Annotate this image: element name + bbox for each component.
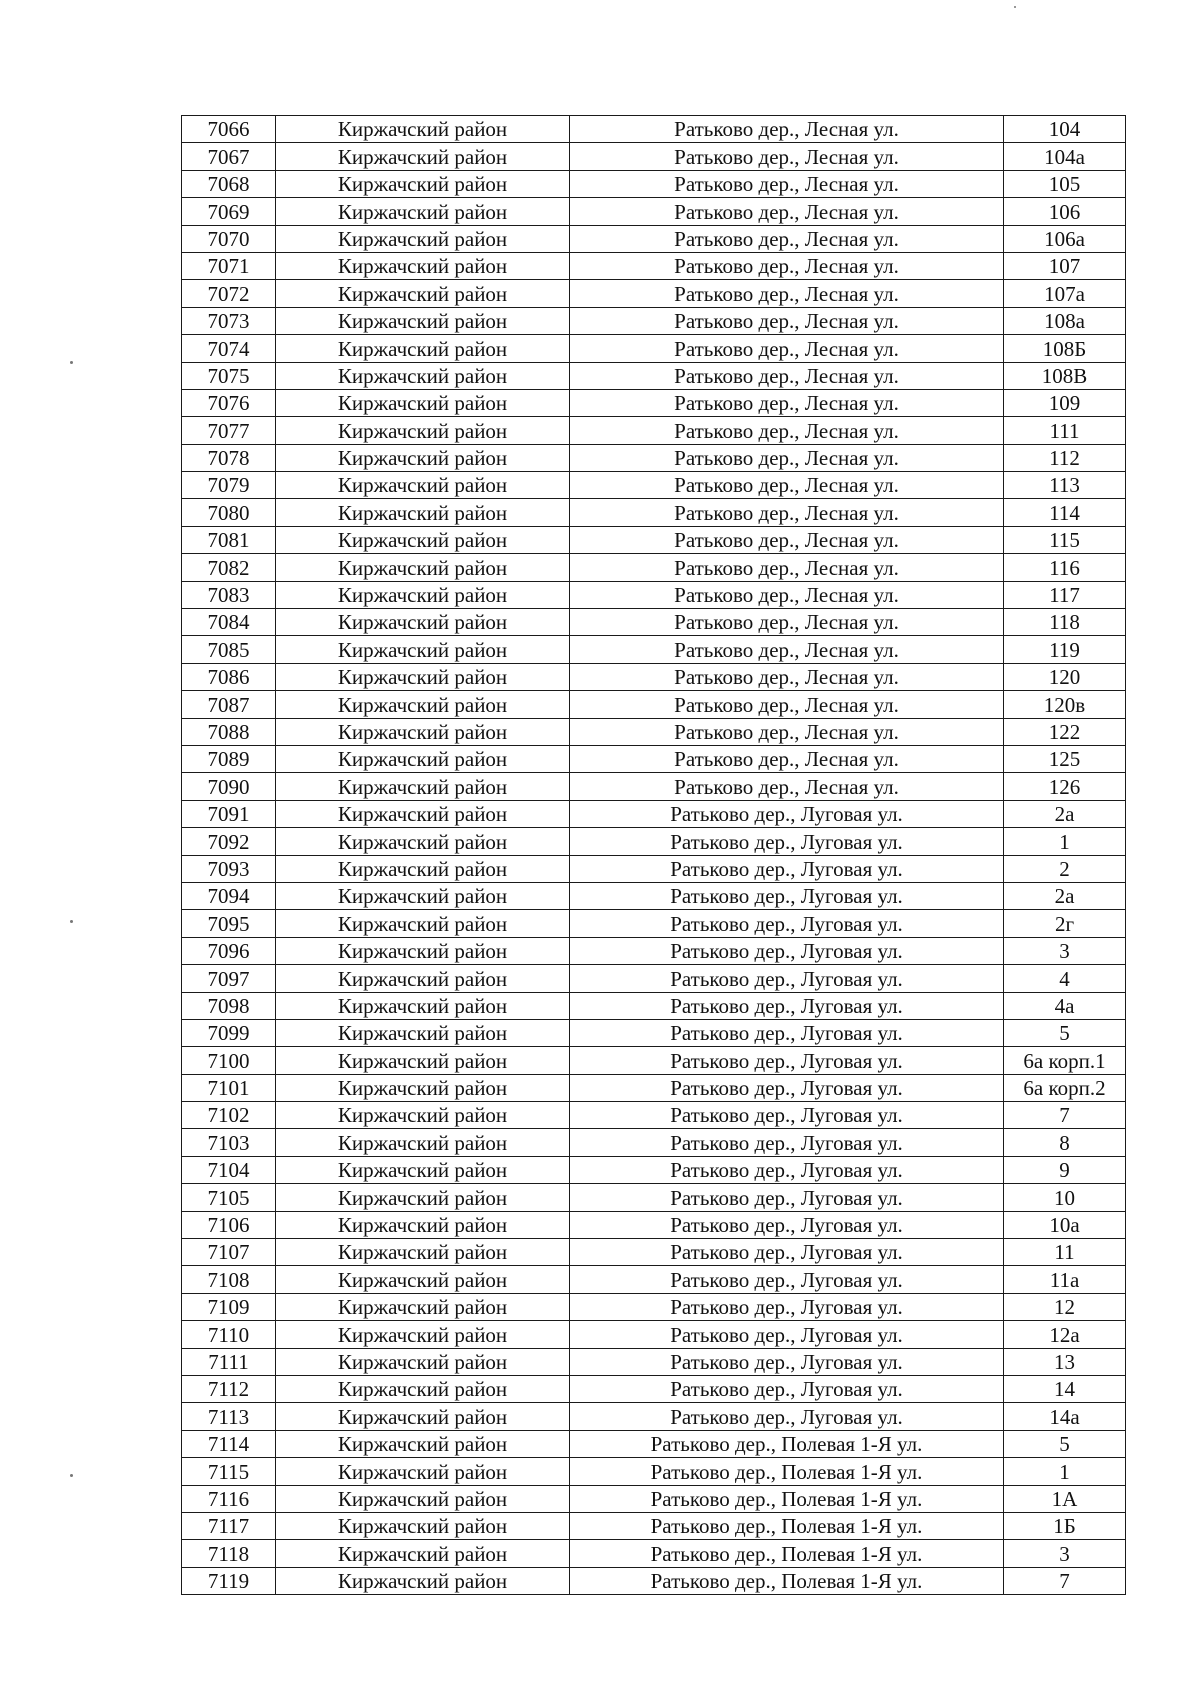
- table-row: [182, 526, 1126, 553]
- table-row: [182, 882, 1126, 909]
- table-row: [182, 1430, 1126, 1457]
- table-row: [182, 1074, 1126, 1101]
- district-cell: Киржачский район: [276, 1266, 570, 1293]
- street-cell: Ратьково дер., Лесная ул.: [570, 773, 1004, 800]
- scan-speck: [70, 361, 73, 364]
- scan-speck: [70, 920, 73, 923]
- street-cell: Ратьково дер., Лесная ул.: [570, 225, 1004, 252]
- street-cell: Ратьково дер., Полевая 1-Я ул.: [570, 1458, 1004, 1485]
- district-cell: Киржачский район: [276, 170, 570, 197]
- district-cell: Киржачский район: [276, 745, 570, 772]
- district-cell: Киржачский район: [276, 1458, 570, 1485]
- street-cell: Ратьково дер., Луговая ул.: [570, 937, 1004, 964]
- district-cell: Киржачский район: [276, 636, 570, 663]
- row-number: 7071: [182, 252, 276, 279]
- table-row: [182, 554, 1126, 581]
- table-row: [182, 609, 1126, 636]
- row-number: 7116: [182, 1485, 276, 1512]
- house-number-cell: 104: [1004, 116, 1126, 143]
- district-cell: Киржачский район: [276, 1211, 570, 1238]
- row-number: 7114: [182, 1430, 276, 1457]
- street-cell: Ратьково дер., Лесная ул.: [570, 663, 1004, 690]
- row-number: 7066: [182, 116, 276, 143]
- house-number-cell: 10: [1004, 1184, 1126, 1211]
- table-row: [182, 745, 1126, 772]
- district-cell: Киржачский район: [276, 444, 570, 471]
- table-row: [182, 1156, 1126, 1183]
- table-row: [182, 663, 1126, 690]
- street-cell: Ратьково дер., Лесная ул.: [570, 170, 1004, 197]
- street-cell: Ратьково дер., Лесная ул.: [570, 389, 1004, 416]
- table-row: [182, 581, 1126, 608]
- row-number: 7101: [182, 1074, 276, 1101]
- row-number: 7081: [182, 526, 276, 553]
- row-number: 7108: [182, 1266, 276, 1293]
- house-number-cell: 113: [1004, 472, 1126, 499]
- street-cell: Ратьково дер., Лесная ул.: [570, 609, 1004, 636]
- table-row: [182, 1458, 1126, 1485]
- house-number-cell: 111: [1004, 417, 1126, 444]
- house-number-cell: 11: [1004, 1239, 1126, 1266]
- district-cell: Киржачский район: [276, 1540, 570, 1567]
- street-cell: Ратьково дер., Луговая ул.: [570, 1156, 1004, 1183]
- table-row: [182, 143, 1126, 170]
- street-cell: Ратьково дер., Лесная ул.: [570, 252, 1004, 279]
- table-row: [182, 1293, 1126, 1320]
- street-cell: Ратьково дер., Лесная ул.: [570, 362, 1004, 389]
- house-number-cell: 9: [1004, 1156, 1126, 1183]
- street-cell: Ратьково дер., Лесная ул.: [570, 636, 1004, 663]
- district-cell: Киржачский район: [276, 1375, 570, 1402]
- house-number-cell: 6а корп.2: [1004, 1074, 1126, 1101]
- district-cell: Киржачский район: [276, 1239, 570, 1266]
- house-number-cell: 109: [1004, 389, 1126, 416]
- row-number: 7074: [182, 335, 276, 362]
- district-cell: Киржачский район: [276, 992, 570, 1019]
- table-row: [182, 1512, 1126, 1539]
- district-cell: Киржачский район: [276, 417, 570, 444]
- street-cell: Ратьково дер., Луговая ул.: [570, 1129, 1004, 1156]
- house-number-cell: 120: [1004, 663, 1126, 690]
- house-number-cell: 114: [1004, 499, 1126, 526]
- table-row: [182, 1348, 1126, 1375]
- house-number-cell: 3: [1004, 1540, 1126, 1567]
- street-cell: Ратьково дер., Луговая ул.: [570, 1047, 1004, 1074]
- district-cell: Киржачский район: [276, 1129, 570, 1156]
- district-cell: Киржачский район: [276, 718, 570, 745]
- street-cell: Ратьково дер., Лесная ул.: [570, 745, 1004, 772]
- house-number-cell: 7: [1004, 1567, 1126, 1594]
- row-number: 7086: [182, 663, 276, 690]
- street-cell: Ратьково дер., Луговая ул.: [570, 1239, 1004, 1266]
- district-cell: Киржачский район: [276, 1293, 570, 1320]
- district-cell: Киржачский район: [276, 198, 570, 225]
- row-number: 7085: [182, 636, 276, 663]
- district-cell: Киржачский район: [276, 773, 570, 800]
- row-number: 7098: [182, 992, 276, 1019]
- district-cell: Киржачский район: [276, 225, 570, 252]
- street-cell: Ратьково дер., Луговая ул.: [570, 1348, 1004, 1375]
- table-row: [182, 472, 1126, 499]
- row-number: 7110: [182, 1321, 276, 1348]
- street-cell: Ратьково дер., Луговая ул.: [570, 1019, 1004, 1046]
- house-number-cell: 2г: [1004, 910, 1126, 937]
- district-cell: Киржачский район: [276, 472, 570, 499]
- table-row: [182, 1211, 1126, 1238]
- district-cell: Киржачский район: [276, 499, 570, 526]
- district-cell: Киржачский район: [276, 965, 570, 992]
- table-row: [182, 1567, 1126, 1594]
- house-number-cell: 107: [1004, 252, 1126, 279]
- row-number: 7104: [182, 1156, 276, 1183]
- table-row: [182, 1239, 1126, 1266]
- house-number-cell: 106: [1004, 198, 1126, 225]
- table-row: [182, 855, 1126, 882]
- table-row: [182, 910, 1126, 937]
- table-row: [182, 1540, 1126, 1567]
- row-number: 7111: [182, 1348, 276, 1375]
- row-number: 7078: [182, 444, 276, 471]
- house-number-cell: 14: [1004, 1375, 1126, 1402]
- row-number: 7070: [182, 225, 276, 252]
- house-number-cell: 3: [1004, 937, 1126, 964]
- district-cell: Киржачский район: [276, 1348, 570, 1375]
- street-cell: Ратьково дер., Лесная ул.: [570, 472, 1004, 499]
- house-number-cell: 12а: [1004, 1321, 1126, 1348]
- table-row: [182, 1129, 1126, 1156]
- street-cell: Ратьково дер., Луговая ул.: [570, 1266, 1004, 1293]
- street-cell: Ратьково дер., Луговая ул.: [570, 1403, 1004, 1430]
- district-cell: Киржачский район: [276, 1184, 570, 1211]
- row-number: 7079: [182, 472, 276, 499]
- street-cell: Ратьково дер., Луговая ул.: [570, 1321, 1004, 1348]
- table-row: [182, 636, 1126, 663]
- house-number-cell: 115: [1004, 526, 1126, 553]
- district-cell: Киржачский район: [276, 116, 570, 143]
- street-cell: Ратьково дер., Луговая ул.: [570, 1074, 1004, 1101]
- row-number: 7109: [182, 1293, 276, 1320]
- district-cell: Киржачский район: [276, 828, 570, 855]
- street-cell: Ратьково дер., Полевая 1-Я ул.: [570, 1512, 1004, 1539]
- row-number: 7080: [182, 499, 276, 526]
- table-row: [182, 1485, 1126, 1512]
- table-row: [182, 691, 1126, 718]
- house-number-cell: 106а: [1004, 225, 1126, 252]
- district-cell: Киржачский район: [276, 1047, 570, 1074]
- street-cell: Ратьково дер., Луговая ул.: [570, 992, 1004, 1019]
- table-row: [182, 773, 1126, 800]
- district-cell: Киржачский район: [276, 937, 570, 964]
- house-number-cell: 119: [1004, 636, 1126, 663]
- row-number: 7106: [182, 1211, 276, 1238]
- row-number: 7105: [182, 1184, 276, 1211]
- row-number: 7082: [182, 554, 276, 581]
- district-cell: Киржачский район: [276, 389, 570, 416]
- district-cell: Киржачский район: [276, 1512, 570, 1539]
- table-row: [182, 1375, 1126, 1402]
- row-number: 7073: [182, 307, 276, 334]
- house-number-cell: 7: [1004, 1102, 1126, 1129]
- district-cell: Киржачский район: [276, 280, 570, 307]
- table-row: [182, 444, 1126, 471]
- house-number-cell: 2а: [1004, 882, 1126, 909]
- row-number: 7096: [182, 937, 276, 964]
- district-cell: Киржачский район: [276, 554, 570, 581]
- street-cell: Ратьково дер., Лесная ул.: [570, 444, 1004, 471]
- district-cell: Киржачский район: [276, 581, 570, 608]
- street-cell: Ратьково дер., Лесная ул.: [570, 417, 1004, 444]
- house-number-cell: 122: [1004, 718, 1126, 745]
- house-number-cell: 4: [1004, 965, 1126, 992]
- district-cell: Киржачский район: [276, 855, 570, 882]
- street-cell: Ратьково дер., Лесная ул.: [570, 526, 1004, 553]
- house-number-cell: 1А: [1004, 1485, 1126, 1512]
- house-number-cell: 11а: [1004, 1266, 1126, 1293]
- street-cell: Ратьково дер., Лесная ул.: [570, 691, 1004, 718]
- house-number-cell: 125: [1004, 745, 1126, 772]
- row-number: 7107: [182, 1239, 276, 1266]
- row-number: 7093: [182, 855, 276, 882]
- row-number: 7100: [182, 1047, 276, 1074]
- row-number: 7077: [182, 417, 276, 444]
- row-number: 7088: [182, 718, 276, 745]
- table-row: [182, 225, 1126, 252]
- district-cell: Киржачский район: [276, 307, 570, 334]
- house-number-cell: 117: [1004, 581, 1126, 608]
- row-number: 7099: [182, 1019, 276, 1046]
- table-row: [182, 718, 1126, 745]
- scan-speck: [70, 1474, 73, 1477]
- row-number: 7113: [182, 1403, 276, 1430]
- district-cell: Киржачский район: [276, 800, 570, 827]
- street-cell: Ратьково дер., Полевая 1-Я ул.: [570, 1430, 1004, 1457]
- table-row: [182, 307, 1126, 334]
- row-number: 7069: [182, 198, 276, 225]
- table-row: [182, 992, 1126, 1019]
- district-cell: Киржачский район: [276, 1074, 570, 1101]
- street-cell: Ратьково дер., Лесная ул.: [570, 718, 1004, 745]
- table-row: [182, 280, 1126, 307]
- district-cell: Киржачский район: [276, 1567, 570, 1594]
- table-row: [182, 252, 1126, 279]
- row-number: 7097: [182, 965, 276, 992]
- table-row: [182, 828, 1126, 855]
- house-number-cell: 118: [1004, 609, 1126, 636]
- house-number-cell: 108а: [1004, 307, 1126, 334]
- street-cell: Ратьково дер., Лесная ул.: [570, 335, 1004, 362]
- district-cell: Киржачский район: [276, 691, 570, 718]
- street-cell: Ратьково дер., Луговая ул.: [570, 1184, 1004, 1211]
- row-number: 7087: [182, 691, 276, 718]
- district-cell: Киржачский район: [276, 1156, 570, 1183]
- house-number-cell: 1: [1004, 828, 1126, 855]
- table-row: [182, 198, 1126, 225]
- row-number: 7119: [182, 1567, 276, 1594]
- house-number-cell: 1: [1004, 1458, 1126, 1485]
- table-row: [182, 1184, 1126, 1211]
- house-number-cell: 2а: [1004, 800, 1126, 827]
- row-number: 7102: [182, 1102, 276, 1129]
- district-cell: Киржачский район: [276, 882, 570, 909]
- street-cell: Ратьково дер., Луговая ул.: [570, 1375, 1004, 1402]
- district-cell: Киржачский район: [276, 1403, 570, 1430]
- house-number-cell: 105: [1004, 170, 1126, 197]
- street-cell: Ратьково дер., Луговая ул.: [570, 800, 1004, 827]
- district-cell: Киржачский район: [276, 609, 570, 636]
- street-cell: Ратьково дер., Лесная ул.: [570, 307, 1004, 334]
- row-number: 7092: [182, 828, 276, 855]
- district-cell: Киржачский район: [276, 1430, 570, 1457]
- district-cell: Киржачский район: [276, 362, 570, 389]
- table-row: [182, 362, 1126, 389]
- house-number-cell: 116: [1004, 554, 1126, 581]
- street-cell: Ратьково дер., Лесная ул.: [570, 280, 1004, 307]
- row-number: 7103: [182, 1129, 276, 1156]
- street-cell: Ратьково дер., Лесная ул.: [570, 554, 1004, 581]
- street-cell: Ратьково дер., Лесная ул.: [570, 116, 1004, 143]
- table-row: [182, 1403, 1126, 1430]
- table-row: [182, 389, 1126, 416]
- table-row: [182, 1019, 1126, 1046]
- street-cell: Ратьково дер., Луговая ул.: [570, 1211, 1004, 1238]
- table-row: [182, 937, 1126, 964]
- street-cell: Ратьково дер., Луговая ул.: [570, 1293, 1004, 1320]
- row-number: 7076: [182, 389, 276, 416]
- table-row: [182, 335, 1126, 362]
- row-number: 7067: [182, 143, 276, 170]
- street-cell: Ратьково дер., Лесная ул.: [570, 143, 1004, 170]
- house-number-cell: 5: [1004, 1430, 1126, 1457]
- house-number-cell: 107а: [1004, 280, 1126, 307]
- row-number: 7117: [182, 1512, 276, 1539]
- district-cell: Киржачский район: [276, 1102, 570, 1129]
- house-number-cell: 10а: [1004, 1211, 1126, 1238]
- house-number-cell: 4а: [1004, 992, 1126, 1019]
- house-number-cell: 108В: [1004, 362, 1126, 389]
- row-number: 7091: [182, 800, 276, 827]
- district-cell: Киржачский район: [276, 1485, 570, 1512]
- table-row: [182, 1102, 1126, 1129]
- row-number: 7075: [182, 362, 276, 389]
- street-cell: Ратьково дер., Луговая ул.: [570, 855, 1004, 882]
- street-cell: Ратьково дер., Луговая ул.: [570, 882, 1004, 909]
- street-cell: Ратьково дер., Луговая ул.: [570, 828, 1004, 855]
- house-number-cell: 120в: [1004, 691, 1126, 718]
- house-number-cell: 112: [1004, 444, 1126, 471]
- street-cell: Ратьково дер., Полевая 1-Я ул.: [570, 1485, 1004, 1512]
- scan-speck: [1014, 6, 1016, 8]
- district-cell: Киржачский район: [276, 1321, 570, 1348]
- row-number: 7095: [182, 910, 276, 937]
- table-row: [182, 1266, 1126, 1293]
- house-number-cell: 6а корп.1: [1004, 1047, 1126, 1074]
- district-cell: Киржачский район: [276, 252, 570, 279]
- district-cell: Киржачский район: [276, 663, 570, 690]
- row-number: 7072: [182, 280, 276, 307]
- house-number-cell: 1Б: [1004, 1512, 1126, 1539]
- table-row: [182, 965, 1126, 992]
- street-cell: Ратьково дер., Луговая ул.: [570, 910, 1004, 937]
- address-table: [181, 115, 1126, 1595]
- district-cell: Киржачский район: [276, 526, 570, 553]
- street-cell: Ратьково дер., Полевая 1-Я ул.: [570, 1567, 1004, 1594]
- house-number-cell: 108Б: [1004, 335, 1126, 362]
- house-number-cell: 2: [1004, 855, 1126, 882]
- house-number-cell: 13: [1004, 1348, 1126, 1375]
- street-cell: Ратьково дер., Лесная ул.: [570, 198, 1004, 225]
- row-number: 7068: [182, 170, 276, 197]
- row-number: 7090: [182, 773, 276, 800]
- district-cell: Киржачский район: [276, 335, 570, 362]
- row-number: 7112: [182, 1375, 276, 1402]
- table-row: [182, 1047, 1126, 1074]
- table-row: [182, 116, 1126, 143]
- row-number: 7118: [182, 1540, 276, 1567]
- street-cell: Ратьково дер., Полевая 1-Я ул.: [570, 1540, 1004, 1567]
- table-row: [182, 417, 1126, 444]
- table-row: [182, 170, 1126, 197]
- street-cell: Ратьково дер., Луговая ул.: [570, 965, 1004, 992]
- street-cell: Ратьково дер., Луговая ул.: [570, 1102, 1004, 1129]
- table-row: [182, 499, 1126, 526]
- house-number-cell: 14а: [1004, 1403, 1126, 1430]
- house-number-cell: 12: [1004, 1293, 1126, 1320]
- row-number: 7089: [182, 745, 276, 772]
- house-number-cell: 8: [1004, 1129, 1126, 1156]
- house-number-cell: 104а: [1004, 143, 1126, 170]
- street-cell: Ратьково дер., Лесная ул.: [570, 499, 1004, 526]
- district-cell: Киржачский район: [276, 143, 570, 170]
- street-cell: Ратьково дер., Лесная ул.: [570, 581, 1004, 608]
- row-number: 7084: [182, 609, 276, 636]
- row-number: 7094: [182, 882, 276, 909]
- table-row: [182, 800, 1126, 827]
- row-number: 7115: [182, 1458, 276, 1485]
- district-cell: Киржачский район: [276, 910, 570, 937]
- row-number: 7083: [182, 581, 276, 608]
- house-number-cell: 126: [1004, 773, 1126, 800]
- table-row: [182, 1321, 1126, 1348]
- house-number-cell: 5: [1004, 1019, 1126, 1046]
- district-cell: Киржачский район: [276, 1019, 570, 1046]
- address-table-body: [182, 116, 1126, 1595]
